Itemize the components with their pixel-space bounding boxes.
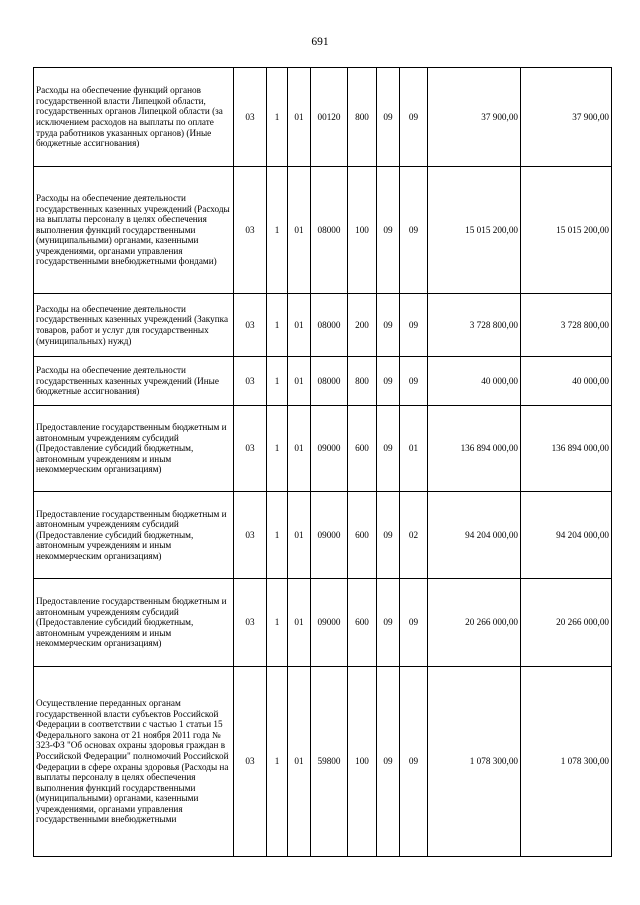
code-cell: 09000 bbox=[311, 492, 348, 579]
amount-cell: 136 894 000,00 bbox=[521, 406, 612, 492]
amount-cell: 40 000,00 bbox=[521, 357, 612, 406]
code-cell: 01 bbox=[288, 406, 311, 492]
code-cell: 59800 bbox=[311, 667, 348, 857]
code-cell: 600 bbox=[348, 579, 377, 667]
code-cell: 01 bbox=[400, 406, 428, 492]
code-cell: 03 bbox=[234, 406, 267, 492]
amount-cell: 1 078 300,00 bbox=[521, 667, 612, 857]
amount-cell: 94 204 000,00 bbox=[428, 492, 521, 579]
table-row bbox=[34, 357, 612, 406]
code-cell: 100 bbox=[348, 167, 377, 294]
amount-cell: 3 728 800,00 bbox=[428, 294, 521, 357]
code-cell: 03 bbox=[234, 167, 267, 294]
code-cell: 09000 bbox=[311, 406, 348, 492]
code-cell: 01 bbox=[288, 68, 311, 167]
code-cell: 800 bbox=[348, 357, 377, 406]
code-cell: 03 bbox=[234, 357, 267, 406]
code-cell: 03 bbox=[234, 667, 267, 857]
code-cell: 1 bbox=[267, 357, 288, 406]
code-cell: 600 bbox=[348, 492, 377, 579]
table-row bbox=[34, 579, 612, 667]
description-cell: Расходы на обеспечение деятельности государственных казенных учреждений (Иные бюджетные ассигнования) bbox=[34, 357, 234, 406]
code-cell: 09 bbox=[377, 406, 400, 492]
code-cell: 09 bbox=[400, 294, 428, 357]
code-cell: 800 bbox=[348, 68, 377, 167]
amount-cell: 40 000,00 bbox=[428, 357, 521, 406]
amount-cell: 15 015 200,00 bbox=[521, 167, 612, 294]
table-row bbox=[34, 294, 612, 357]
amount-cell: 3 728 800,00 bbox=[521, 294, 612, 357]
amount-cell: 1 078 300,00 bbox=[428, 667, 521, 857]
code-cell: 09 bbox=[400, 68, 428, 167]
description-cell: Осуществление переданных органам государственной власти субъектов Российской Федерации в соответствии с частью 1 статьи 15 Федерального закона от 21 ноября 2011 года № 323-ФЗ "Об основах охраны здоровья граждан в Российской Федерации" полномочий Российской Федерации в сфере охраны здоровья (Расходы на выплаты персоналу в целях обеспечения выполнения функций государственными (муниципальными) органами, казенными учреждениями, органами управления государственными внебюджетными bbox=[34, 667, 234, 857]
code-cell: 09 bbox=[377, 492, 400, 579]
code-cell: 1 bbox=[267, 167, 288, 294]
code-cell: 09 bbox=[377, 579, 400, 667]
code-cell: 200 bbox=[348, 294, 377, 357]
code-cell: 1 bbox=[267, 68, 288, 167]
description-cell: Расходы на обеспечение функций органов государственной власти Липецкой области, государственных органов Липецкой области (за исключением расходов на выплаты по оплате труда работников указанных органов) (Иные бюджетные ассигнования) bbox=[34, 68, 234, 167]
code-cell: 1 bbox=[267, 492, 288, 579]
code-cell: 1 bbox=[267, 579, 288, 667]
code-cell: 09 bbox=[377, 357, 400, 406]
amount-cell: 37 900,00 bbox=[521, 68, 612, 167]
amount-cell: 20 266 000,00 bbox=[428, 579, 521, 667]
code-cell: 100 bbox=[348, 667, 377, 857]
code-cell: 09 bbox=[377, 667, 400, 857]
amount-cell: 94 204 000,00 bbox=[521, 492, 612, 579]
description-cell: Предоставление государственным бюджетным и автономным учреждениям субсидий (Предоставление субсидий бюджетным, автономным учреждениям и иным некоммерческим организациям) bbox=[34, 492, 234, 579]
table-row bbox=[34, 667, 612, 857]
code-cell: 02 bbox=[400, 492, 428, 579]
code-cell: 1 bbox=[267, 406, 288, 492]
code-cell: 01 bbox=[288, 579, 311, 667]
code-cell: 08000 bbox=[311, 167, 348, 294]
code-cell: 01 bbox=[288, 667, 311, 857]
amount-cell: 136 894 000,00 bbox=[428, 406, 521, 492]
code-cell: 01 bbox=[288, 357, 311, 406]
code-cell: 01 bbox=[288, 294, 311, 357]
description-cell: Предоставление государственным бюджетным и автономным учреждениям субсидий (Предоставление субсидий бюджетным, автономным учреждениям и иным некоммерческим организациям) bbox=[34, 579, 234, 667]
table-row bbox=[34, 406, 612, 492]
amount-cell: 37 900,00 bbox=[428, 68, 521, 167]
code-cell: 09 bbox=[400, 579, 428, 667]
code-cell: 08000 bbox=[311, 294, 348, 357]
code-cell: 600 bbox=[348, 406, 377, 492]
table-row bbox=[34, 167, 612, 294]
description-cell: Расходы на обеспечение деятельности государственных казенных учреждений (Закупка товаров, работ и услуг для государственных (муниципальных) нужд) bbox=[34, 294, 234, 357]
code-cell: 09 bbox=[377, 167, 400, 294]
code-cell: 1 bbox=[267, 294, 288, 357]
table-row bbox=[34, 492, 612, 579]
table-body bbox=[34, 68, 612, 857]
budget-table bbox=[33, 67, 612, 857]
code-cell: 09 bbox=[400, 667, 428, 857]
code-cell: 03 bbox=[234, 579, 267, 667]
code-cell: 09000 bbox=[311, 579, 348, 667]
code-cell: 09 bbox=[377, 68, 400, 167]
code-cell: 01 bbox=[288, 492, 311, 579]
description-cell: Предоставление государственным бюджетным и автономным учреждениям субсидий (Предоставление субсидий бюджетным, автономным учреждениям и иным некоммерческим организациям) bbox=[34, 406, 234, 492]
code-cell: 03 bbox=[234, 68, 267, 167]
description-cell: Расходы на обеспечение деятельности государственных казенных учреждений (Расходы на выплаты персоналу в целях обеспечения выполнения функций государственными (муниципальными) органами, казенными учреждениями, органами управления государственными внебюджетными фондами) bbox=[34, 167, 234, 294]
code-cell: 1 bbox=[267, 667, 288, 857]
code-cell: 01 bbox=[288, 167, 311, 294]
code-cell: 08000 bbox=[311, 357, 348, 406]
code-cell: 09 bbox=[377, 294, 400, 357]
amount-cell: 15 015 200,00 bbox=[428, 167, 521, 294]
table-row bbox=[34, 68, 612, 167]
code-cell: 03 bbox=[234, 294, 267, 357]
page-number: 691 bbox=[311, 36, 329, 48]
code-cell: 09 bbox=[400, 167, 428, 294]
code-cell: 09 bbox=[400, 357, 428, 406]
amount-cell: 20 266 000,00 bbox=[521, 579, 612, 667]
code-cell: 00120 bbox=[311, 68, 348, 167]
code-cell: 03 bbox=[234, 492, 267, 579]
